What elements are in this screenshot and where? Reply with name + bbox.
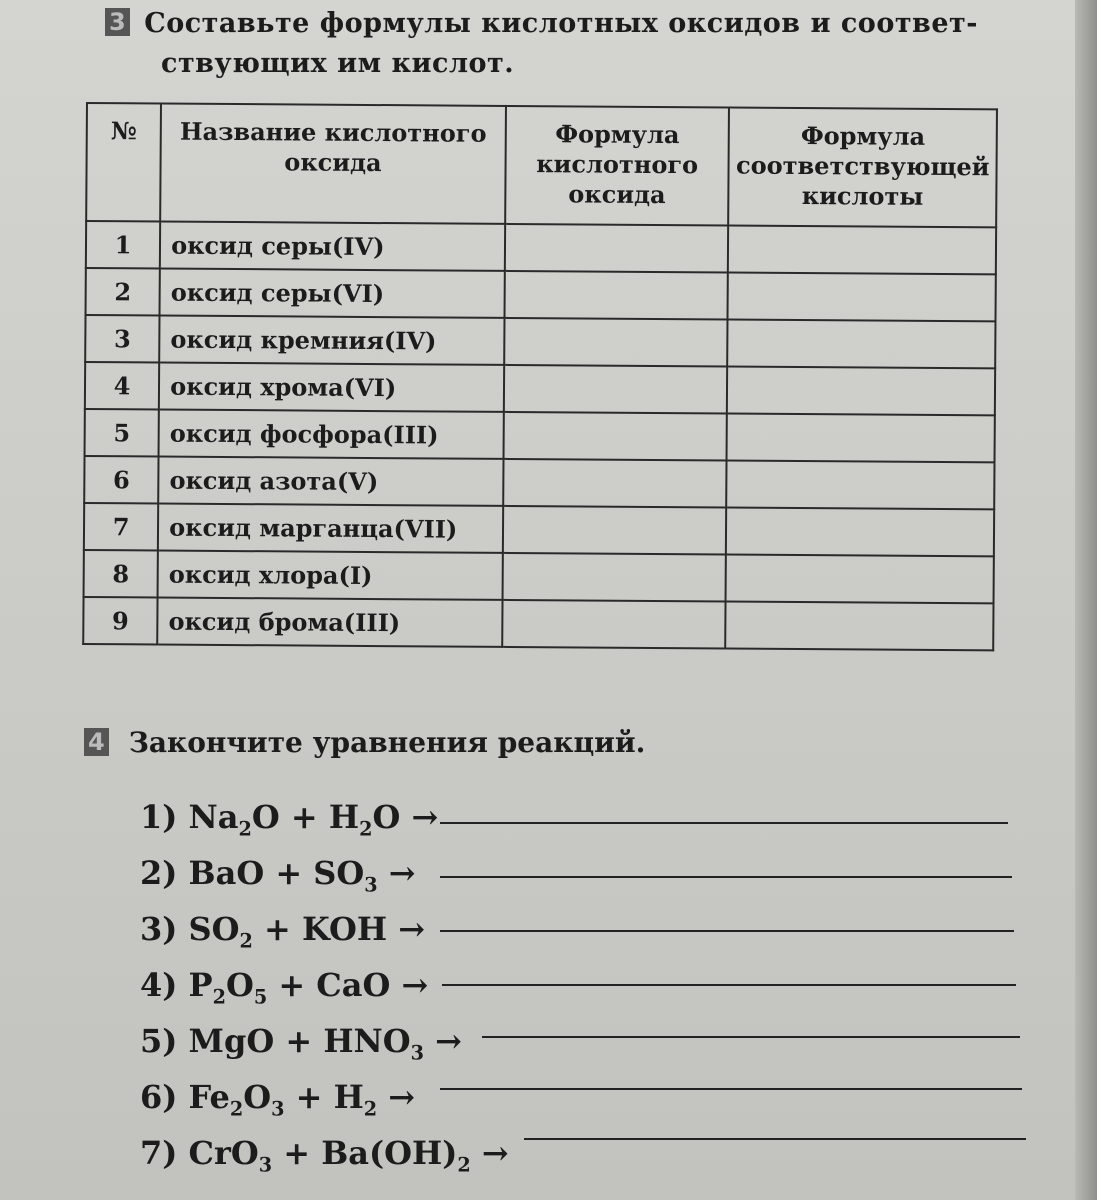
- acid-formula-blank[interactable]: [727, 413, 995, 462]
- acid-formula-blank[interactable]: [728, 272, 996, 321]
- task-4: [84, 726, 645, 759]
- equation-item: [140, 792, 1040, 848]
- oxide-name: оксид серы(VI): [160, 269, 505, 318]
- equation-label: 7): [140, 1134, 189, 1172]
- formula-part: SO: [188, 910, 240, 948]
- oxide-formula-blank[interactable]: [503, 412, 727, 461]
- subscript: 2: [359, 817, 373, 841]
- task-4-number: 4: [84, 728, 109, 756]
- acid-formula-blank[interactable]: [728, 319, 996, 368]
- acid-formula-blank[interactable]: [727, 460, 995, 509]
- equation-item: [140, 960, 1040, 1016]
- header-number: №: [86, 103, 161, 222]
- equation-label: 1): [140, 798, 189, 836]
- formula-part: MgO + HNO: [188, 1022, 411, 1060]
- oxide-formula-blank[interactable]: [504, 365, 728, 414]
- oxides-table: [82, 102, 998, 651]
- table-row: [84, 456, 994, 509]
- header-oxide-name: Название кислотного оксида: [160, 104, 505, 224]
- task-4-title: Закончите уравнения реакций.: [128, 726, 646, 759]
- row-number: 1: [86, 221, 160, 269]
- equation-label: 3): [140, 910, 189, 948]
- table-row: [84, 503, 994, 556]
- acid-formula-blank[interactable]: [726, 601, 994, 650]
- oxide-formula-blank[interactable]: [503, 506, 727, 555]
- formula-part: + H: [284, 1078, 364, 1116]
- equation-item: [140, 904, 1040, 960]
- table-row: [85, 362, 995, 415]
- equation-label: 5): [140, 1022, 189, 1060]
- formula-part: Fe: [188, 1078, 230, 1116]
- subscript: 2: [363, 1097, 378, 1121]
- task-3-text-line1: Составьте формулы кислотных оксидов и соответ-: [144, 8, 978, 39]
- row-number: 2: [86, 268, 160, 316]
- table-row: [86, 268, 996, 321]
- subscript: 2: [229, 1097, 244, 1121]
- answer-blank-line[interactable]: [442, 984, 1016, 986]
- row-number: 8: [84, 550, 158, 598]
- formula-part: CrO: [188, 1134, 259, 1172]
- row-number: 7: [84, 503, 158, 551]
- table-row: [86, 221, 996, 274]
- acid-formula-blank[interactable]: [726, 554, 994, 603]
- table-row: [85, 315, 995, 368]
- subscript: 5: [253, 985, 268, 1009]
- table-row: [85, 409, 995, 462]
- oxide-formula-blank[interactable]: [502, 553, 726, 602]
- oxide-name: оксид азота(V): [158, 457, 503, 506]
- row-number: 4: [85, 362, 159, 410]
- equation-label: 6): [140, 1078, 189, 1116]
- formula-part: + Ba(OH): [272, 1134, 458, 1172]
- header-oxide-formula: Формула кислотного оксида: [505, 106, 730, 226]
- formula-part: →: [424, 1022, 462, 1060]
- equation-label: 2): [140, 854, 189, 892]
- formula-part: O + H: [251, 798, 360, 836]
- answer-blank-line[interactable]: [524, 1138, 1026, 1140]
- subscript: 3: [258, 1153, 273, 1177]
- task-3-text-line2: ствующих им кислот.: [161, 48, 515, 79]
- row-number: 6: [84, 456, 158, 504]
- task-3-number: 3: [105, 8, 130, 36]
- subscript: 2: [457, 1153, 471, 1177]
- formula-part: O →: [372, 798, 439, 836]
- oxide-formula-blank[interactable]: [504, 318, 728, 367]
- equation-text: [140, 1078, 415, 1120]
- oxide-name: оксид брома(III): [157, 598, 502, 647]
- subscript: 3: [271, 1097, 285, 1121]
- subscript: 3: [410, 1041, 425, 1065]
- equation-text: [140, 966, 428, 1008]
- formula-part: Na: [188, 798, 239, 836]
- task-3: [105, 4, 985, 84]
- formula-part: →: [377, 1078, 416, 1116]
- answer-blank-line[interactable]: [440, 876, 1012, 878]
- answer-blank-line[interactable]: [482, 1036, 1020, 1038]
- acid-formula-blank[interactable]: [726, 507, 994, 556]
- formula-part: + CaO →: [267, 966, 429, 1004]
- page-edge-shadow: [1075, 0, 1097, 1200]
- formula-part: P: [188, 966, 213, 1004]
- oxide-formula-blank[interactable]: [503, 459, 727, 508]
- oxide-name: оксид фосфора(III): [159, 410, 504, 459]
- subscript: 2: [239, 929, 253, 953]
- formula-part: O: [243, 1078, 272, 1116]
- equation-item: [140, 1016, 1040, 1072]
- acid-formula-blank[interactable]: [727, 366, 995, 415]
- equation-text: [140, 1022, 462, 1064]
- equation-item: [140, 1128, 1040, 1184]
- row-number: 9: [83, 597, 157, 645]
- table-header-row: [86, 103, 997, 227]
- acid-formula-blank[interactable]: [728, 225, 996, 274]
- oxide-formula-blank[interactable]: [505, 224, 729, 273]
- subscript: 3: [364, 873, 378, 897]
- oxide-name: оксид хлора(I): [158, 551, 503, 600]
- oxide-formula-blank[interactable]: [502, 600, 726, 649]
- equation-text: [140, 854, 416, 896]
- formula-part: BaO + SO: [188, 854, 365, 892]
- equation-text: [140, 910, 425, 952]
- answer-blank-line[interactable]: [440, 1088, 1022, 1090]
- oxide-name: оксид серы(IV): [160, 222, 505, 271]
- equations-list: [140, 792, 1040, 1184]
- equation-text: [140, 1134, 509, 1176]
- equation-item: [140, 848, 1040, 904]
- subscript: 2: [238, 817, 252, 841]
- oxide-name: оксид марганца(VII): [158, 504, 503, 553]
- header-acid-formula: Формула соответствующей кислоты: [729, 107, 997, 227]
- table-row: [84, 550, 994, 603]
- equation-item: [140, 1072, 1040, 1128]
- equation-label: 4): [140, 966, 189, 1004]
- subscript: 2: [212, 985, 226, 1009]
- equation-text: [140, 798, 438, 840]
- table-row: [83, 597, 993, 650]
- formula-part: + KOH →: [252, 910, 425, 948]
- row-number: 5: [85, 409, 159, 457]
- formula-part: →: [377, 854, 416, 892]
- oxide-formula-blank[interactable]: [504, 271, 728, 320]
- formula-part: O: [225, 966, 254, 1004]
- answer-blank-line[interactable]: [440, 822, 1008, 824]
- row-number: 3: [85, 315, 159, 363]
- oxide-name: оксид хрома(VI): [159, 363, 504, 412]
- answer-blank-line[interactable]: [440, 930, 1014, 932]
- table-body: [83, 221, 996, 650]
- oxide-name: оксид кремния(IV): [159, 316, 504, 365]
- formula-part: →: [470, 1134, 509, 1172]
